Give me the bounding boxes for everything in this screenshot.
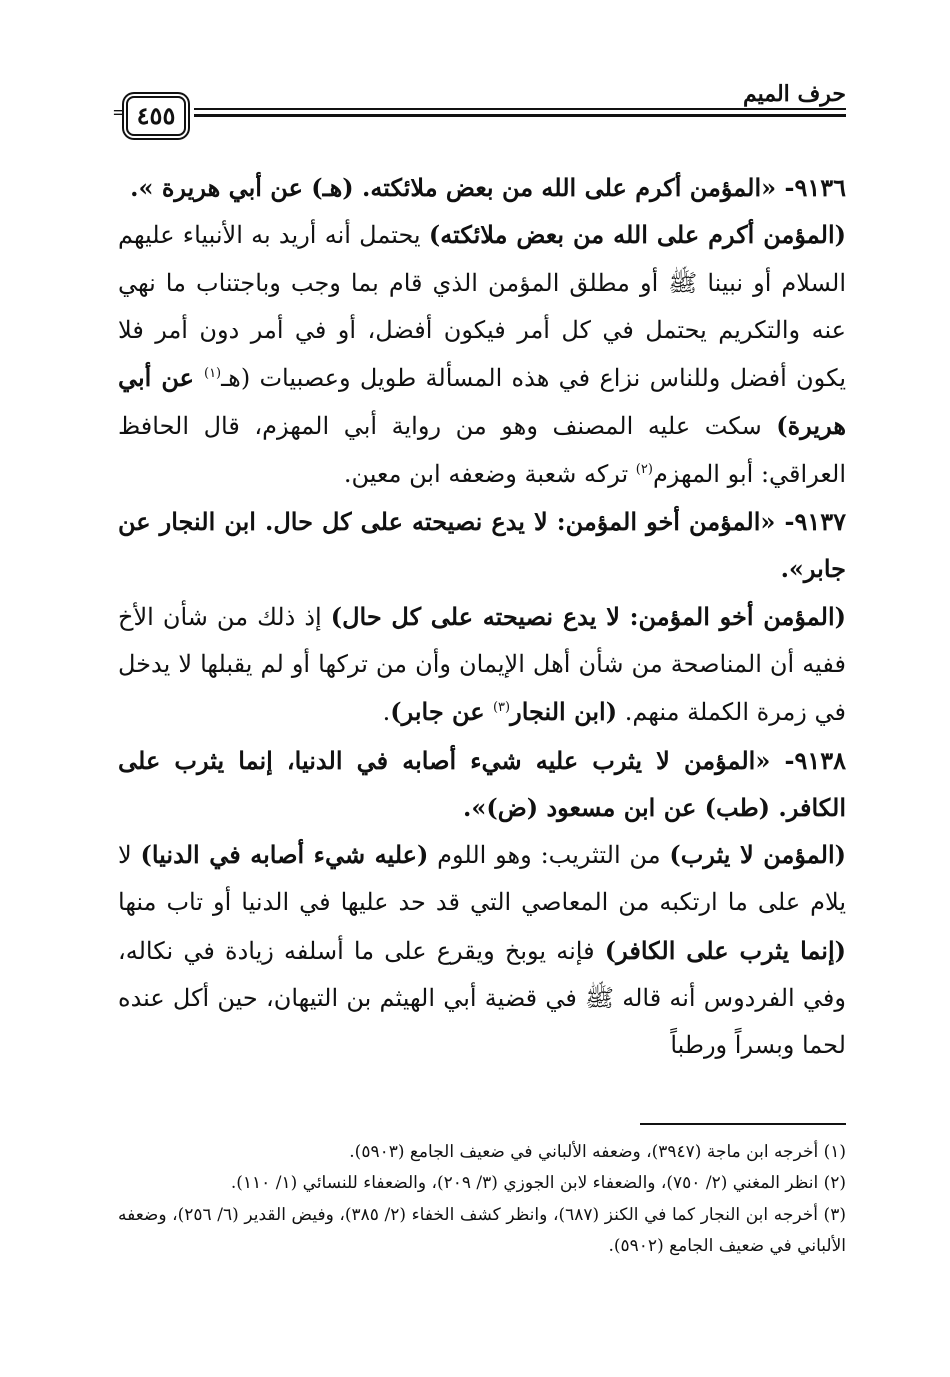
commentary-9136 xyxy=(118,211,846,498)
commentary-text: . xyxy=(382,698,391,727)
quoted-text: (المؤمن لا يثرب) xyxy=(669,840,846,870)
quoted-text: (إنما يثرب على الكافر) xyxy=(604,935,846,965)
footnote-1: (١) أخرجه ابن ماجة (٣٩٤٧)، وضعفه الألباني في ضعيف الجامع (٥٩٠٣). xyxy=(349,1142,846,1162)
main-text xyxy=(118,164,846,1070)
source-text: عن جابر) xyxy=(390,697,493,727)
footnotes xyxy=(118,1137,846,1262)
quoted-text: (عليه شيء أصابه في الدنيا) xyxy=(140,840,429,870)
page-number: ٤٥٥ xyxy=(126,96,186,136)
commentary-text: تركه شعبة وضعفه ابن معين. xyxy=(343,459,636,488)
commentary-text: يحتمل أنه أريد به الأنبياء عليهم السلام أو نبينا ﷺ أو مطلق المؤمن الذي قام بما وجب وباجتناب ما نهي عنه والتكريم يحتمل في كل أمر فيكون أفضل، أو في أمر دون أمر فلا يكون أفضل وللناس نزاع في هذه المسألة طويل وعصبيات (هـ xyxy=(118,221,847,393)
commentary-text: من التثريب: وهو اللوم xyxy=(428,841,670,870)
page-header xyxy=(112,81,846,146)
commentary-9137 xyxy=(118,593,846,737)
source-text: عن أبي هريرة) xyxy=(118,363,846,441)
commentary-9138 xyxy=(118,831,846,1069)
header-ornament: = xyxy=(112,102,128,123)
footnote-separator xyxy=(640,1123,846,1125)
footnote-ref-3[interactable]: (٣) xyxy=(492,700,511,716)
hadith-entry-9136: ٩١٣٦- «المؤمن أكرم على الله من بعض ملائكته. (هـ) عن أبي هريرة ». xyxy=(130,173,846,202)
commentary-text: فإنه يوبخ ويقرع على ما أسلفه زيادة في نكاله، وفي الفردوس أنه قاله ﷺ في قضية أبي الهيثم بن التيهان، حين أكل عنده لحما وبسراً ورطباً xyxy=(118,936,846,1060)
footnote-ref-2[interactable]: (٢) xyxy=(635,461,653,477)
header-rule xyxy=(194,108,846,110)
footnote-3: (٣) أخرجه ابن النجار كما في الكنز (٦٨٧)، وانظر كشف الخفاء (٢/ ٣٨٥)، وفيض القدير (٦/ ٢٥٦)، وضعفه الألباني في ضعيف الجامع (٥٩٠٢). xyxy=(118,1204,846,1256)
chapter-title: حرف الميم xyxy=(742,81,846,107)
quoted-text: (المؤمن أخو المؤمن: لا يدع نصيحته على كل حال) xyxy=(330,601,847,631)
quoted-text: (المؤمن أكرم على الله من بعض ملائكته) xyxy=(428,220,846,250)
hadith-entry-9137: ٩١٣٧- «المؤمن أخو المؤمن: لا يدع نصيحته على كل حال. ابن النجار عن جابر». xyxy=(118,507,846,584)
commentary-text: سكت عليه المصنف وهو من رواية أبي المهزم، قال الحافظ العراقي: أبو المهزم xyxy=(118,412,846,488)
hadith-entry-9138: ٩١٣٨- «المؤمن لا يثرب عليه شيء أصابه في الدنيا، إنما يثرب على الكافر. (طب) عن ابن مسعود (ض)». xyxy=(118,745,846,822)
source-text: (ابن النجار xyxy=(510,697,618,727)
commentary-text: إذ ذلك من شأن الأخ ففيه أن المناصحة من شأن أهل الإيمان وأن من تركها أو لم يقبلها لا يدخل في زمرة الكملة منهم. xyxy=(118,602,846,727)
header-rule-thick xyxy=(194,114,846,117)
footnote-2: (٢) انظر المغني (٢/ ٧٥٠)، والضعفاء لابن الجوزي (٣/ ٢٠٩)، والضعفاء للنسائي (١/ ١١٠). xyxy=(230,1173,846,1194)
footnote-ref-1[interactable]: (١) xyxy=(203,366,222,382)
commentary-text: لا يلام على ما ارتكبه من المعاصي التي قد حد عليها في الدنيا أو تاب منها xyxy=(118,841,846,917)
